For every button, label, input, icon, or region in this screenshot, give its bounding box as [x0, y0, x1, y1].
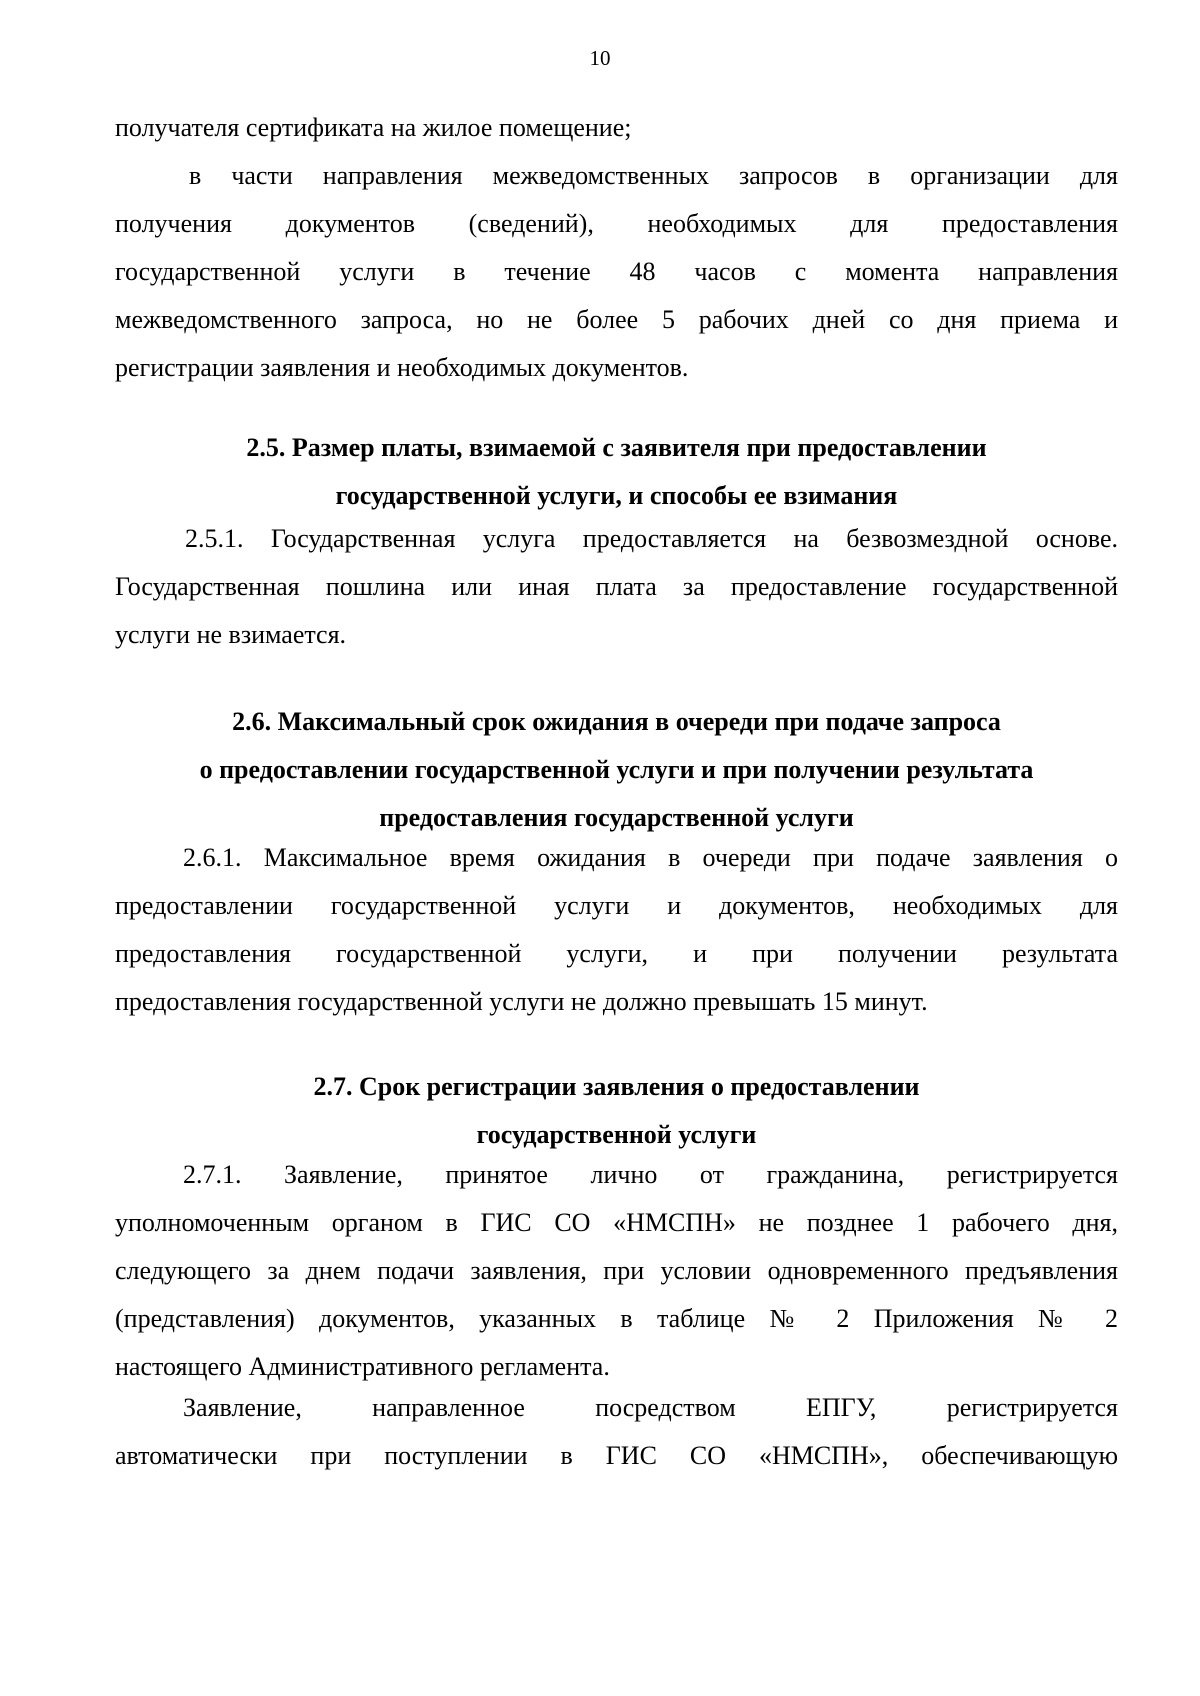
text-line: предоставлении государственной услуги и документов, необходимых для: [115, 891, 1118, 920]
text-line: (представления) документов, указанных в таблице № 2 Приложения № 2: [115, 1304, 1118, 1333]
section-heading-2-7: [115, 1063, 1118, 1159]
text-line: следующего за днем подачи заявления, при условии одновременного предъявления: [115, 1256, 1118, 1285]
heading-line: о предоставлении государственной услуги и при получении результата: [199, 755, 1034, 784]
text-line: 2.7.1. Заявление, принятое лично от гражданина, регистрируется: [183, 1160, 1118, 1189]
text-line: получателя сертификата на жилое помещение;: [115, 113, 632, 142]
paragraph-2-6-1: [115, 834, 1118, 1026]
page-number: 10: [589, 46, 611, 70]
paragraph-2-5-1: [115, 515, 1118, 659]
text-line: уполномоченным органом в ГИС СО «НМСПН» не позднее 1 рабочего дня,: [115, 1208, 1118, 1237]
heading-line: 2.5. Размер платы, взимаемой с заявителя при предоставлении: [246, 433, 987, 462]
text-line: услуги не взимается.: [115, 620, 347, 649]
paragraph-epgu-registration: [115, 1384, 1118, 1480]
text-line: 2.5.1. Государственная услуга предоставляется на безвозмездной основе.: [185, 524, 1118, 553]
text-line: получения документов (сведений), необходимых для предоставления: [115, 209, 1118, 238]
text-line: межведомственного запроса, но не более 5 рабочих дней со дня приема и: [115, 305, 1118, 334]
text-line: предоставления государственной услуги не должно превышать 15 минут.: [115, 987, 928, 1016]
text-line: настоящего Административного регламента.: [115, 1352, 610, 1381]
text-line: государственной услуги в течение 48 часов с момента направления: [115, 257, 1118, 286]
text-line: предоставления государственной услуги, и при получении результата: [115, 939, 1118, 968]
heading-line: 2.6. Максимальный срок ожидания в очереди при подаче запроса: [232, 707, 1001, 736]
paragraph-2-7-1: [115, 1151, 1118, 1391]
text-line: 2.6.1. Максимальное время ожидания в очереди при подаче заявления о: [183, 843, 1118, 872]
paragraph-interagency-requests: [115, 152, 1118, 392]
heading-line: государственной услуги: [476, 1120, 757, 1149]
heading-line: 2.7. Срок регистрации заявления о предоставлении: [313, 1072, 920, 1101]
section-heading-2-6: [115, 698, 1118, 842]
text-line: Заявление, направленное посредством ЕПГУ, регистрируется: [183, 1393, 1118, 1422]
text-line: автоматически при поступлении в ГИС СО «НМСПН», обеспечивающую: [115, 1441, 1118, 1470]
section-heading-2-5: [115, 424, 1118, 520]
heading-line: предоставления государственной услуги: [379, 803, 854, 832]
paragraph-intro: [115, 104, 1118, 152]
text-line: регистрации заявления и необходимых документов.: [115, 353, 689, 382]
text-line: Государственная пошлина или иная плата за предоставление государственной: [115, 572, 1118, 601]
text-line: в части направления межведомственных запросов в организации для: [189, 161, 1118, 190]
heading-line: государственной услуги, и способы ее взимания: [335, 481, 898, 510]
